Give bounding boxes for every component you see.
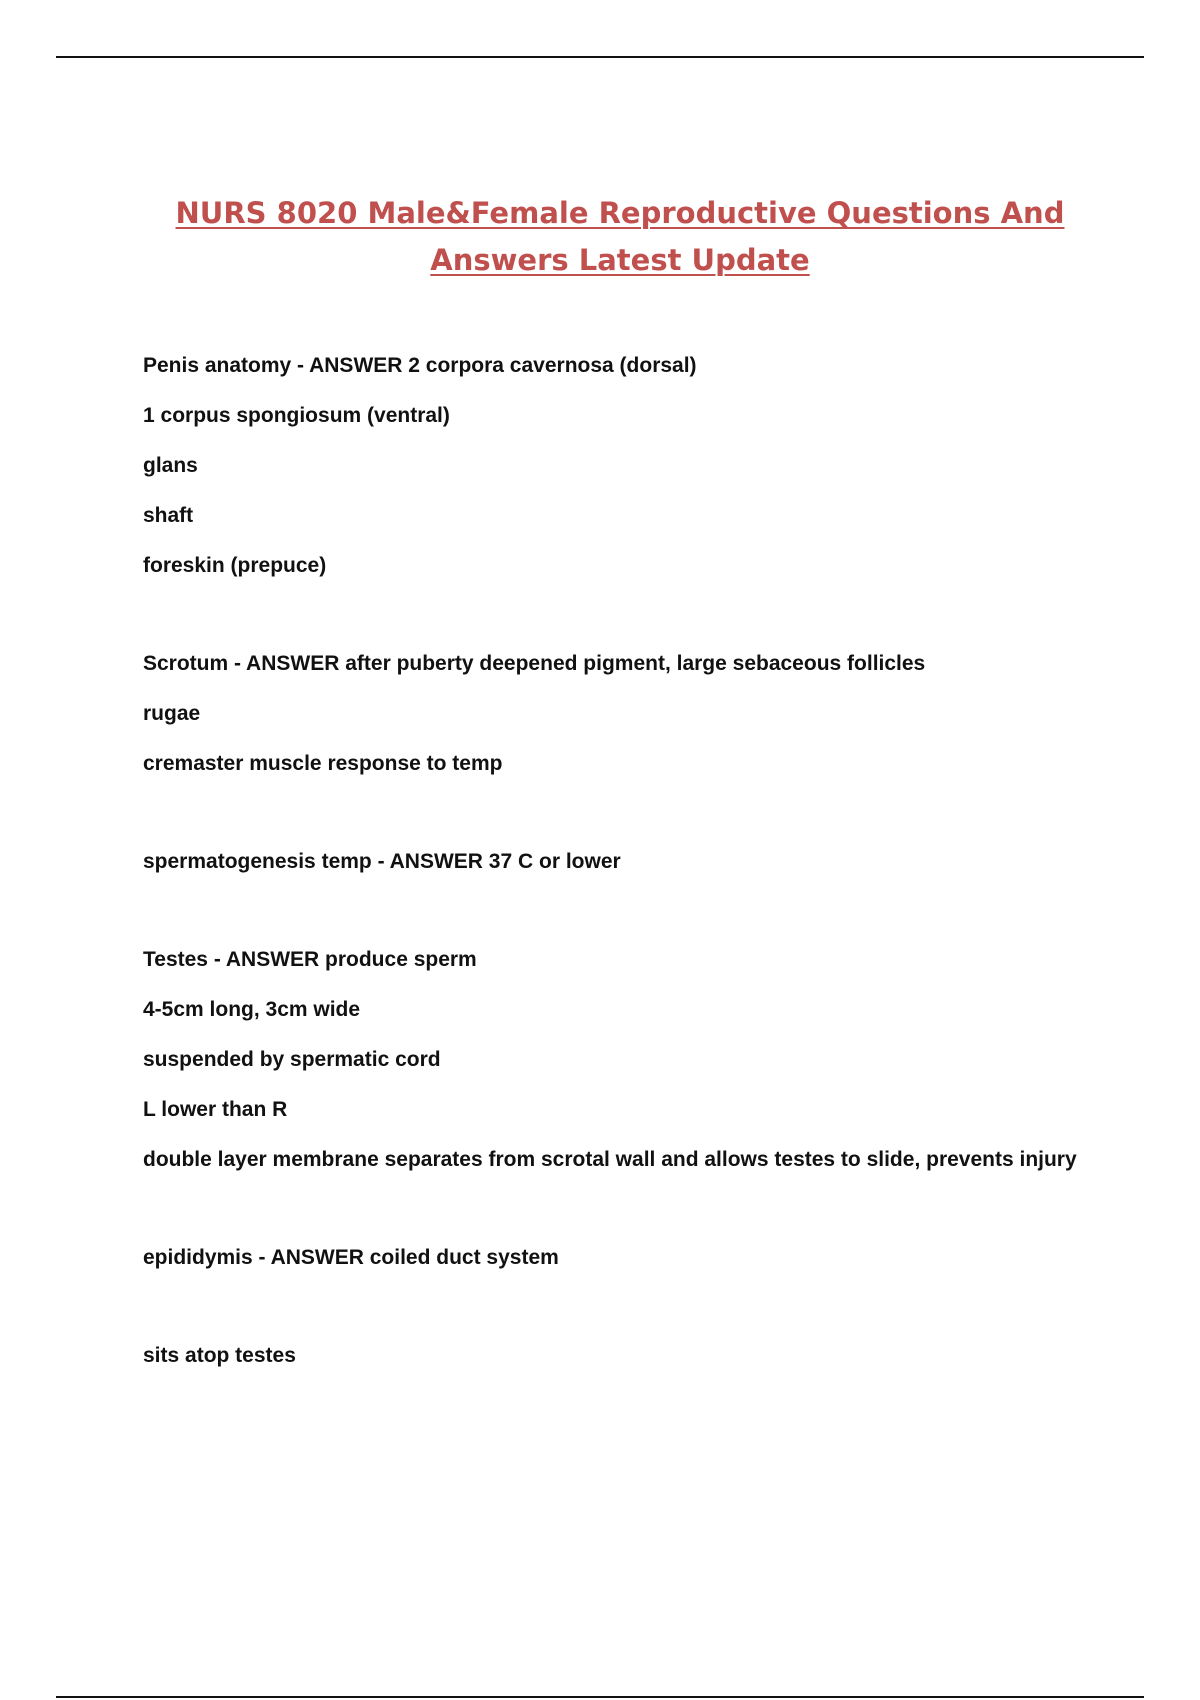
- qa-entry-testes: [143, 946, 1083, 1174]
- qa-line: 1 corpus spongiosum (ventral): [143, 404, 450, 427]
- entry-spacer: [143, 1294, 1083, 1342]
- footer-rule: [56, 1696, 1144, 1698]
- qa-line: glans: [143, 454, 198, 477]
- qa-line: Penis anatomy - ANSWER 2 corpora cavernosa (dorsal): [143, 354, 697, 377]
- entry-spacer: [143, 1196, 1083, 1244]
- qa-line: suspended by spermatic cord: [143, 1048, 441, 1071]
- document-title: [130, 190, 1110, 284]
- title-line-2: Answers Latest Update: [430, 243, 810, 277]
- qa-line: L lower than R: [143, 1098, 288, 1121]
- qa-line: double layer membrane separates from scrotal wall and allows testes to slide, prevents injury: [143, 1148, 1077, 1171]
- entry-spacer: [143, 800, 1083, 848]
- entry-spacer: [143, 898, 1083, 946]
- qa-line: shaft: [143, 504, 194, 527]
- qa-content: [143, 352, 1083, 1392]
- qa-entry-scrotum: [143, 650, 1083, 778]
- qa-line: 4-5cm long, 3cm wide: [143, 998, 361, 1021]
- title-line-1: NURS 8020 Male&Female Reproductive Questions And: [175, 196, 1065, 230]
- qa-line: epididymis - ANSWER coiled duct system: [143, 1246, 559, 1269]
- qa-entry-spermatogenesis-temp: [143, 848, 1083, 876]
- qa-entry-penis-anatomy: [143, 352, 1083, 580]
- qa-entry-epididymis: [143, 1244, 1083, 1272]
- qa-line: spermatogenesis temp - ANSWER 37 C or lower: [143, 850, 621, 873]
- qa-line: foreskin (prepuce): [143, 554, 327, 577]
- entry-spacer: [143, 602, 1083, 650]
- header-rule: [56, 56, 1144, 58]
- qa-line: cremaster muscle response to temp: [143, 752, 503, 775]
- qa-line: rugae: [143, 702, 201, 725]
- qa-line: Testes - ANSWER produce sperm: [143, 948, 477, 971]
- qa-entry-epididymis-location: [143, 1342, 1083, 1370]
- qa-line: sits atop testes: [143, 1344, 296, 1367]
- qa-line: Scrotum - ANSWER after puberty deepened pigment, large sebaceous follicles: [143, 652, 926, 675]
